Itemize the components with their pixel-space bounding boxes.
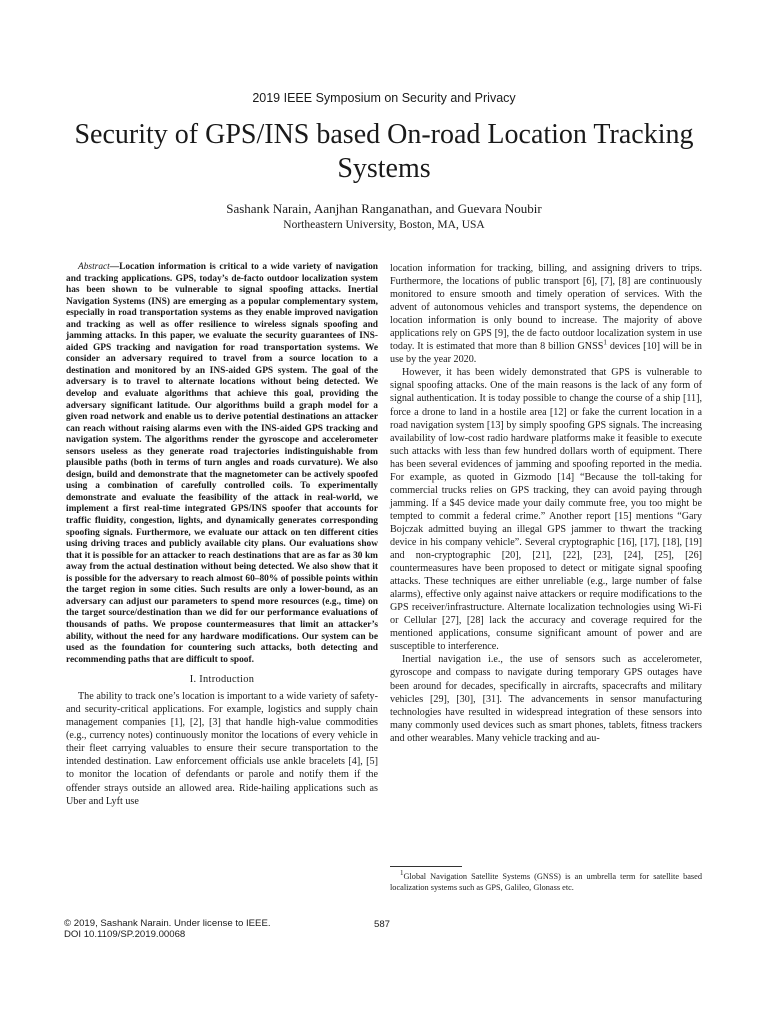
paper-title: Security of GPS/INS based On-road Location Tracking Systems xyxy=(74,119,694,184)
intro-paragraph-1: The ability to track one’s location is important to a wide variety of safety- and security-critical applications. For example, logistics and supply chain management companies [1], [2], [3] that handle high-value commodities (e.g., currency notes) continuously monitor the locations of every vehicle in their fleet carrying valuables to ensure their secure transportation to the intended destination. Law enforcement officials use ankle bracelets [4], [5] to monitor the location of defendants or parole and notify them if the offender strays outside an allowed area. Ride-hailing applications such as Uber and Lyft use xyxy=(66,691,378,807)
abstract xyxy=(66,262,378,666)
abstract-text: —Location information is critical to a wide variety of navigation and tracking applications. GPS, today’s de-facto outdoor localization system has been shown to be vulnerable to signal spoofing attacks. Inertial Navigation Systems (INS) are emerging as a popular complementary system, especially in road transportation systems as they enable improved navigation and tracking as well as offer resilience to wireless signals spoofing and jamming attacks. In this paper, we evaluate the security guarantees of INS-aided GPS tracking and navigation for road transportation systems. We consider an adversary required to travel from a source location to a destination and monitored by an INS-aided GPS system. The goal of the adversary is to travel to alternate locations without being detected. We develop and evaluate algorithms that achieve this goal, providing the adversary significant latitude. Our algorithms build a graph model for a given road network and enable us to derive potential destinations an attacker can reach without raising alarms even with the INS-aided GPS tracking and navigation system. The algorithms render the gyroscope and accelerometer sensors useless as they generate road trajectories indistinguishable from plausible paths (both in terms of turn angles and roads curvature). We also design, build and demonstrate that the magnetometer can be actively spoofed using a combination of carefully controlled coils. To experimentally demonstrate and evaluate the feasibility of the attack in real-world, we implement a first real-time integrated GPS/INS spoofer that accounts for traffic fluidity, congestion, lights, and dynamically generates corresponding spoofing signals. Furthermore, we evaluate our attack on ten different cities using driving traces and publicly available city plans. Our evaluations show that it is possible for an attacker to reach destinations that are as far as 30 km away from the actual destination without being detected. We also show that it is possible for the adversary to reach almost 60–80% of possible points within the target region in some cities. Such results are only a lower-bound, as an adversary can adjust our parameters to spend more resources (e.g., time) on the target source/destination than we did for our performance evaluations of thousands of paths. We propose countermeasures that limit an attacker’s ability, without the need for any hardware modifications. Our system can be used as the foundation for countering such attacks, both detecting and recommending paths that are difficult to spoof. xyxy=(66,262,378,665)
conference-header: 2019 IEEE Symposium on Security and Privacy xyxy=(252,91,516,105)
doi-text: DOI 10.1109/SP.2019.00068 xyxy=(64,928,186,940)
intro-paragraph-1-continued xyxy=(390,262,702,366)
abstract-label: Abstract xyxy=(78,262,110,272)
author-list: Sashank Narain, Aanjhan Ranganathan, and Guevara Noubir xyxy=(226,201,542,216)
right-column xyxy=(390,262,702,745)
footnote xyxy=(390,869,702,893)
intro-paragraph-1-continued-end: devices [10] will be in use by the year 2020. xyxy=(390,341,702,366)
author-affiliation: Northeastern University, Boston, MA, USA xyxy=(283,219,485,231)
page-number: 587 xyxy=(374,919,391,930)
intro-paragraph-3: Inertial navigation i.e., the use of sensors such as accelerometer, gyroscope and compass to navigate during temporary GPS outages have been around for decades, specifically in aircrafts, spacecrafts and military vehicles [29], [30], [31]. The advancements in sensor manufacturing technologies have resulted in widespread integration of these sensors into many commonly used devices such as smart phones, tablets, fitness trackers and other wearables. Many vehicle tracking and au- xyxy=(390,654,702,744)
section-heading-introduction: I. Introduction xyxy=(189,674,255,686)
copyright-notice xyxy=(64,919,271,941)
intro-paragraph-2: However, it has been widely demonstrated that GPS is vulnerable to signal spoofing attacks. One of the main reasons is the lack of any form of signal authentication. It is today possible to change the course of a ship [11], force a drone to land in a hostile area [12] or fake the current location in a road navigation system [13] by simply spoofing GPS signals. The increasing availability of low-cost radio hardware platforms make it feasible to execute such attacks with less than few hundred dollars worth of equipment. There has been several evidences of jamming and spoofing reported in the media. For example, as quoted in Gizmodo [14] “Because the toll-taking for commercial trucks relies on GPS tracking, they can avoid paying through jamming. If a $45 device made your daily commute free, you too might be tempted to commit a federal crime.” Another report [15] mentions “Gary Bojczak admitted buying an illegal GPS jammer to thwart the tracking device in his company vehicle”. Several cryptographic [16], [17], [18], [19] and non-cryptographic [20], [21], [22], [23], [24], [25], [26] countermeasures have been proposed to detect or mitigate signal spoofing attacks. These techniques are either unreliable (e.g., large number of false alarms), effective only against naive attackers or require modifications to the GPS receiver/infrastructure. Alternate localization technologies using Wi-Fi or Cellular [27], [28] lack the accuracy and coverage required for the mentioned applications, consume significant amount of power and are susceptible to interference. xyxy=(390,367,702,653)
copyright-text: © 2019, Sashank Narain. Under license to IEEE. xyxy=(64,918,271,929)
footnote-divider xyxy=(390,866,462,867)
footnote-marker: 1 xyxy=(400,869,404,878)
footnote-text: Global Navigation Satellite Systems (GNSS) is an umbrella term for satellite based localization systems such as GPS, Galileo, Glonass etc. xyxy=(390,872,702,892)
footnote-reference: 1 xyxy=(603,338,607,347)
intro-paragraph-1-continued-text: location information for tracking, billing, and assigning drivers to trips. Furthermore, the locations of public transport [6], [7], [8] are continuously monitored to ensure smooth and timely operation of services. With the advent of autonomous vehicles and transport systems, the dependence on location information is only bound to increase. The majority of above applications rely on GPS [9], the de facto outdoor localization system in use today. It is estimated that more than 8 billion GNSS xyxy=(390,263,702,353)
left-column xyxy=(66,262,378,808)
